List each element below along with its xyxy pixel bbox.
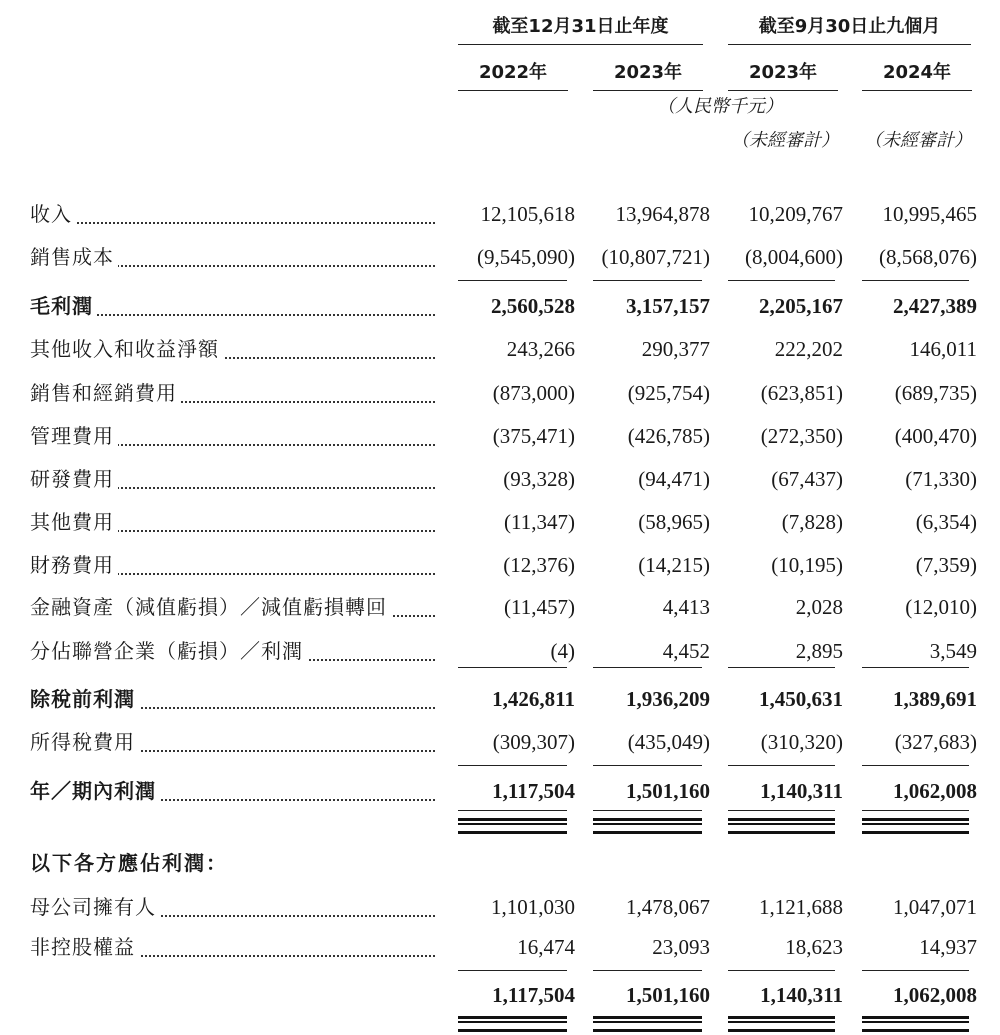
statement-line-3-row [0,286,1000,326]
statement-line-1-label: 收入 [30,194,435,234]
profit-rule-col3 [728,810,835,811]
year-header-2023: 2023年 [593,58,703,91]
statement-line-6-value-col1: (375,471) [492,424,575,448]
pretax-rule-col3 [728,667,835,668]
tax-rule-col2 [593,765,702,766]
statement-line-8-row [0,502,1000,542]
statement-line-11-value-col4: 3,549 [929,639,977,663]
statement-line-13-value-col4: (327,683) [894,730,977,754]
statement-line-3-value-col2: 3,157,157 [626,294,710,318]
attribution-section-title: 以下各方應佔利潤： [30,851,228,875]
year-header-2023-nine-months: 2023年 [728,58,838,91]
statement-line-13-label: 所得稅費用 [30,722,435,762]
pretax-rule-col4 [862,667,969,668]
statement-line-8-value-col3: (7,828) [781,510,843,534]
gross-profit-rule-col2 [593,280,702,281]
statement-line-8-value-col2: (58,965) [638,510,710,534]
statement-line-4-value-col3: 222,202 [774,337,843,361]
attribution-line-2-row [0,927,1000,967]
attribution-rule-col1 [458,970,567,971]
statement-line-11-row [0,631,1000,671]
statement-line-2-value-col1: (9,545,090) [477,245,575,269]
statement-line-8-value-col4: (6,354) [915,510,977,534]
statement-line-7-value-col1: (93,328) [503,467,575,491]
statement-line-9-value-col3: (10,195) [771,553,843,577]
statement-line-11-value-col3: 2,895 [795,639,843,663]
statement-line-5-value-col2: (925,754) [627,381,710,405]
statement-line-10-value-col1: (11,457) [504,595,575,619]
statement-line-1-value-col3: 10,209,767 [748,202,843,226]
profit-rule-col1 [458,810,567,811]
statement-line-14-value-col4: 1,062,008 [893,779,977,803]
profit-rule-col4 [862,810,969,811]
statement-line-10-row [0,587,1000,627]
attribution-double-underline-col4 [862,1016,969,1032]
statement-line-13-value-col2: (435,049) [627,730,710,754]
tax-rule-col4 [862,765,969,766]
header-group-nine-months: 截至9月30日止九個月 [728,12,971,45]
statement-line-11-value-col2: 4,452 [662,639,710,663]
year-header-2022: 2022年 [458,58,568,91]
statement-line-7-value-col2: (94,471) [638,467,710,491]
attribution-line-1-label: 母公司擁有人 [30,887,435,927]
statement-line-3-value-col1: 2,560,528 [491,294,575,318]
attribution-line-1-row [0,887,1000,927]
attribution-line-1-value-col2: 1,478,067 [626,895,710,919]
attribution-line-2-value-col4: 14,937 [919,935,977,959]
attribution-total-value-col2: 1,501,160 [626,983,710,1007]
statement-line-2-value-col4: (8,568,076) [879,245,977,269]
statement-line-4-value-col2: 290,377 [641,337,710,361]
statement-line-5-value-col4: (689,735) [894,381,977,405]
statement-line-9-value-col1: (12,376) [503,553,575,577]
statement-line-7-value-col3: (67,437) [771,467,843,491]
statement-line-12-label: 除稅前利潤 [30,679,435,719]
gross-profit-rule-col1 [458,280,567,281]
tax-rule-col1 [458,765,567,766]
statement-line-11-value-col1: (4) [550,639,575,663]
statement-line-4-value-col4: 146,011 [909,337,977,361]
statement-line-8-label: 其他費用 [30,502,435,542]
statement-line-14-value-col3: 1,140,311 [760,779,843,803]
statement-line-1-value-col2: 13,964,878 [615,202,710,226]
statement-line-7-label: 研發費用 [30,459,435,499]
statement-line-3-value-col4: 2,427,389 [893,294,977,318]
unaudited-note-2024: （未經審計） [864,130,972,151]
gross-profit-rule-col3 [728,280,835,281]
statement-line-7-value-col4: (71,330) [905,467,977,491]
statement-line-10-value-col4: (12,010) [905,595,977,619]
statement-line-3-label: 毛利潤 [30,286,435,326]
statement-line-9-row [0,545,1000,585]
attribution-double-underline-col2 [593,1016,702,1032]
statement-line-12-value-col4: 1,389,691 [893,687,977,711]
statement-line-12-value-col3: 1,450,631 [759,687,843,711]
statement-line-9-value-col2: (14,215) [638,553,710,577]
statement-line-8-value-col1: (11,347) [504,510,575,534]
tax-rule-col3 [728,765,835,766]
profit-rule-col2 [593,810,702,811]
statement-line-1-row [0,194,1000,234]
pretax-rule-col1 [458,667,567,668]
gross-profit-rule-col4 [862,280,969,281]
statement-line-2-row [0,237,1000,277]
attribution-line-2-value-col3: 18,623 [785,935,843,959]
profit-double-underline-col3 [728,818,835,834]
statement-line-12-row [0,679,1000,719]
statement-line-6-label: 管理費用 [30,416,435,456]
statement-line-1-value-col4: 10,995,465 [882,202,977,226]
profit-double-underline-col4 [862,818,969,834]
year-header-2024-nine-months: 2024年 [862,58,972,91]
attribution-rule-col3 [728,970,835,971]
attribution-total-value-col4: 1,062,008 [893,983,977,1007]
statement-line-14-label: 年／期內利潤 [30,771,435,811]
attribution-line-2-value-col2: 23,093 [652,935,710,959]
attribution-total-row [0,975,1000,1015]
statement-line-6-value-col4: (400,470) [894,424,977,448]
statement-line-10-label: 金融資產（減值虧損）／減值虧損轉回 [30,587,435,627]
statement-line-5-label: 銷售和經銷費用 [30,373,435,413]
statement-line-2-value-col2: (10,807,721) [601,245,710,269]
statement-line-1-value-col1: 12,105,618 [480,202,575,226]
statement-line-6-value-col2: (426,785) [627,424,710,448]
unaudited-note-2023: （未經審計） [731,130,839,151]
statement-line-4-label: 其他收入和收益淨額 [30,329,435,369]
profit-double-underline-col2 [593,818,702,834]
statement-line-2-label: 銷售成本 [30,237,435,277]
attribution-line-1-value-col3: 1,121,688 [759,895,843,919]
statement-line-14-value-col1: 1,117,504 [492,779,575,803]
statement-line-9-label: 財務費用 [30,545,435,585]
statement-line-13-value-col3: (310,320) [760,730,843,754]
attribution-total-value-col3: 1,140,311 [760,983,843,1007]
attribution-total-value-col1: 1,117,504 [492,983,575,1007]
statement-line-4-row [0,329,1000,369]
statement-line-3-value-col3: 2,205,167 [759,294,843,318]
statement-line-5-value-col1: (873,000) [492,381,575,405]
statement-line-7-row [0,459,1000,499]
statement-line-5-row [0,373,1000,413]
attribution-line-1-value-col1: 1,101,030 [491,895,575,919]
attribution-double-underline-col1 [458,1016,567,1032]
statement-line-10-value-col2: 4,413 [662,595,710,619]
statement-line-11-label: 分佔聯營企業（虧損）／利潤 [30,631,435,671]
statement-line-9-value-col4: (7,359) [915,553,977,577]
profit-double-underline-col1 [458,818,567,834]
statement-line-12-value-col2: 1,936,209 [626,687,710,711]
pretax-rule-col2 [593,667,702,668]
attribution-rule-col4 [862,970,969,971]
statement-line-13-value-col1: (309,307) [492,730,575,754]
currency-note: （人民幣千元） [657,96,783,117]
statement-line-14-row [0,771,1000,811]
header-group-full-year: 截至12月31日止年度 [458,12,703,45]
statement-line-12-value-col1: 1,426,811 [492,687,575,711]
statement-line-2-value-col3: (8,004,600) [745,245,843,269]
attribution-line-2-label: 非控股權益 [30,927,435,967]
statement-line-13-row [0,722,1000,762]
statement-line-6-row [0,416,1000,456]
attribution-line-2-value-col1: 16,474 [517,935,575,959]
attribution-double-underline-col3 [728,1016,835,1032]
attribution-line-1-value-col4: 1,047,071 [893,895,977,919]
statement-line-10-value-col3: 2,028 [795,595,843,619]
statement-line-5-value-col3: (623,851) [760,381,843,405]
statement-line-6-value-col3: (272,350) [760,424,843,448]
attribution-rule-col2 [593,970,702,971]
statement-line-14-value-col2: 1,501,160 [626,779,710,803]
statement-line-4-value-col1: 243,266 [506,337,575,361]
